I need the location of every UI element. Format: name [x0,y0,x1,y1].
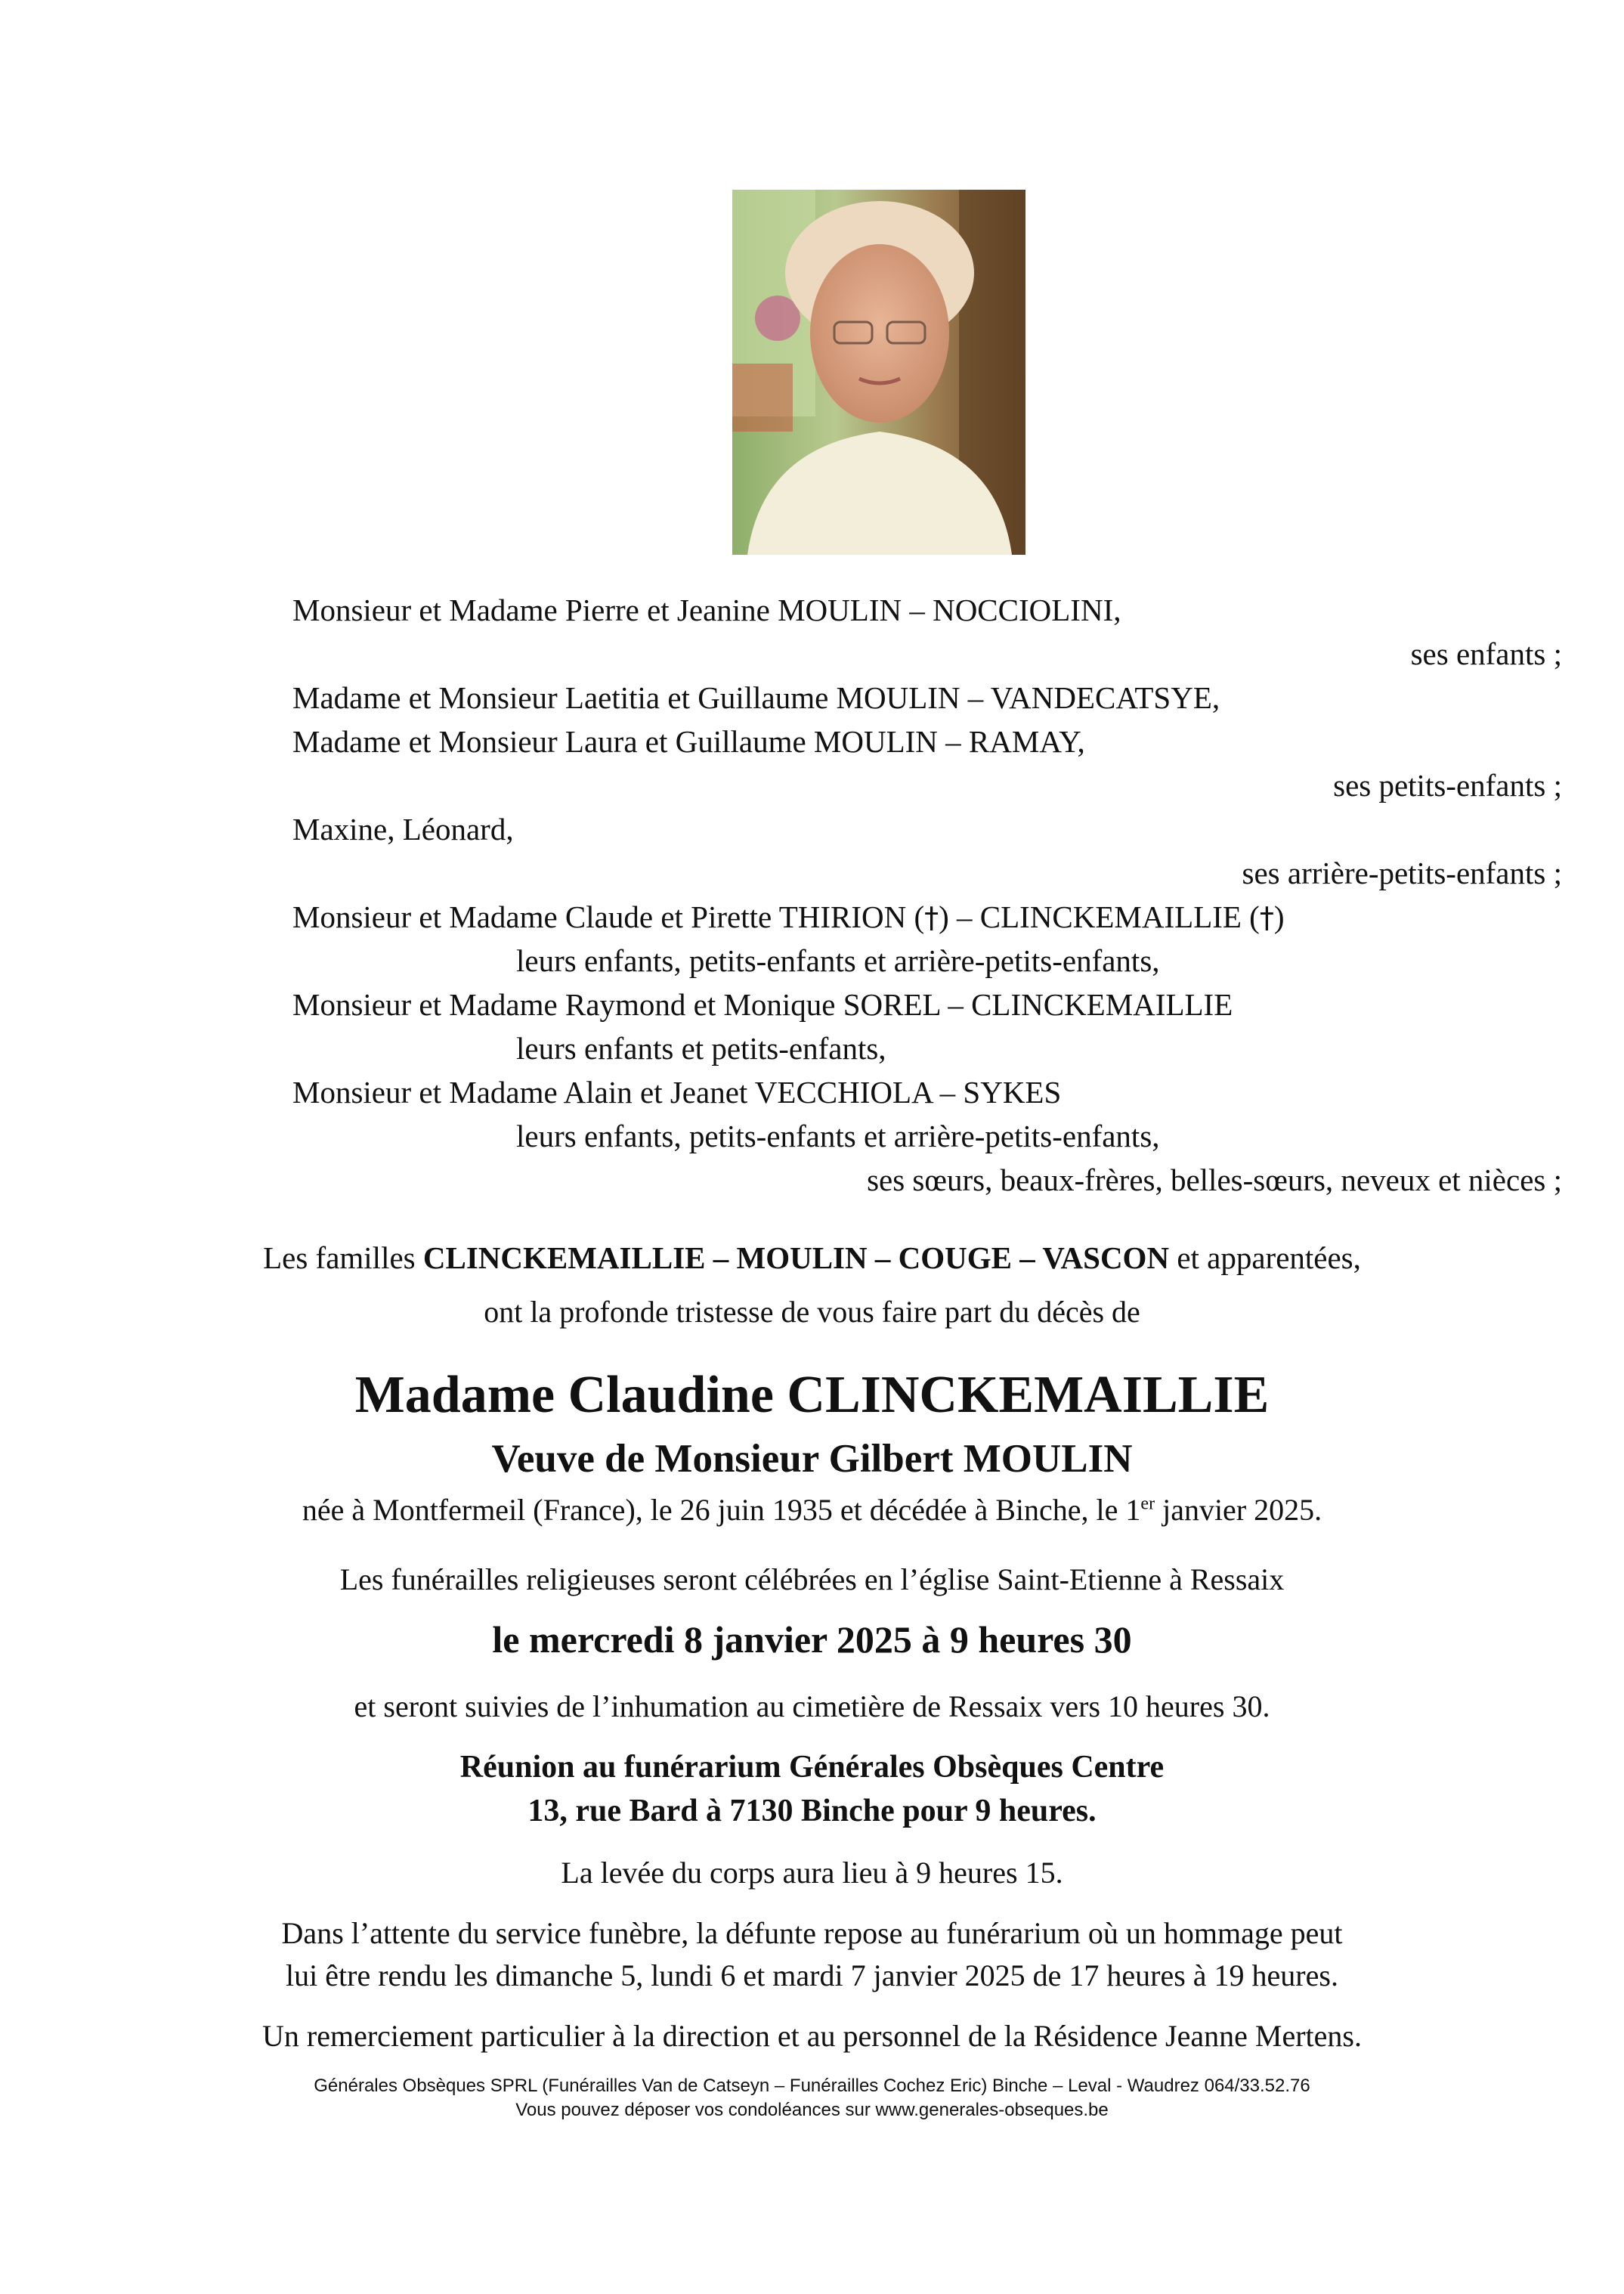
family-line-thirion [292,895,1285,940]
family-line-children-couple: Monsieur et Madame Pierre et Jeanine MOULIN – NOCCIOLINI, [292,593,1121,627]
footer-company: Générales Obsèques SPRL (Funérailles Van de Catseyn – Funérailles Cochez Eric) Binche – Leval - Waudrez 064/33.52.76 [314,2076,1310,2096]
family-line-great-grandchildren: Maxine, Léonard, [292,812,514,847]
portrait-photo [732,190,1025,555]
family-line-sorel: Monsieur et Madame Raymond et Monique SOREL – CLINCKEMAILLIE [292,987,1233,1022]
family-label-children: ses enfants ; [1410,636,1562,671]
family-subline-vecchiola: leurs enfants, petits-enfants et arrière-petits-enfants, [516,1119,1160,1153]
dates-superscript: er [1140,1494,1155,1514]
funeral-line: Les funérailles religieuses seront célébrées en l’église Saint-Etienne à Ressaix [339,1562,1285,1596]
family-label-grandchildren: ses petits-enfants ; [1333,768,1562,803]
families-prefix: Les familles [263,1240,423,1275]
family-line-grandchild-2: Madame et Monsieur Laura et Guillaume MOULIN – RAMAY, [292,724,1085,759]
wait-line-1: Dans l’attente du service funèbre, la défunte repose au funérarium où un hommage peut [281,1916,1343,1950]
funeral-date: le mercredi 8 janvier 2025 à 9 heures 30 [492,1618,1132,1661]
burial-line: et seront suivies de l’inhumation au cimetière de Ressaix vers 10 heures 30. [354,1689,1270,1723]
deceased-name: Madame Claudine CLINCKEMAILLIE [354,1366,1270,1424]
footer-condolences: Vous pouvez déposer vos condoléances sur www.generales-obseques.be [515,2100,1109,2120]
thirion-text-b: ) – CLINCKEMAILLIE ( [939,899,1260,934]
wait-line-2: lui être rendu les dimanche 5, lundi 6 et mardi 7 janvier 2025 de 17 heures à 19 heures. [286,1958,1338,1992]
cross-icon: † [924,901,939,934]
thirion-text-a: Monsieur et Madame Claude et Pirette THIRION ( [292,899,925,934]
dates-text-a: née à Montfermeil (France), le 26 juin 1935 et décédée à Binche, le 1 [302,1493,1141,1527]
families-line [0,1240,1624,1276]
family-label-great-grandchildren: ses arrière-petits-enfants ; [1242,856,1562,890]
thirion-text-c: ) [1273,899,1285,934]
sadness-line: ont la profonde tristesse de vous faire part du décès de [484,1295,1140,1329]
family-line-vecchiola: Monsieur et Madame Alain et Jeanet VECCHIOLA – SYKES [292,1075,1062,1110]
family-subline-sorel: leurs enfants et petits-enfants, [516,1031,886,1066]
dates-line [0,1492,1624,1528]
family-line-grandchild-1: Madame et Monsieur Laetitia et Guillaume MOULIN – VANDECATSYE, [292,680,1220,715]
family-subline-thirion: leurs enfants, petits-enfants et arrière-petits-enfants, [516,943,1160,978]
meeting-line-1: Réunion au funérarium Générales Obsèques Centre [459,1750,1165,1785]
levee-line: La levée du corps aura lieu à 9 heures 15. [561,1856,1063,1890]
families-suffix: et apparentées, [1169,1240,1361,1275]
cross-icon: † [1259,901,1274,934]
meeting-line-2: 13, rue Bard à 7130 Binche pour 9 heures. [527,1794,1097,1828]
dates-text-b: janvier 2025. [1155,1493,1322,1527]
thanks-line: Un remerciement particulier à la direction et au personnel de la Résidence Jeanne Mertens. [262,2019,1362,2053]
widow-line: Veuve de Monsieur Gilbert MOULIN [491,1437,1133,1481]
families-names: CLINCKEMAILLIE – MOULIN – COUGE – VASCON [422,1240,1170,1275]
family-label-siblings: ses sœurs, beaux-frères, belles-sœurs, neveux et nièces ; [867,1162,1562,1197]
